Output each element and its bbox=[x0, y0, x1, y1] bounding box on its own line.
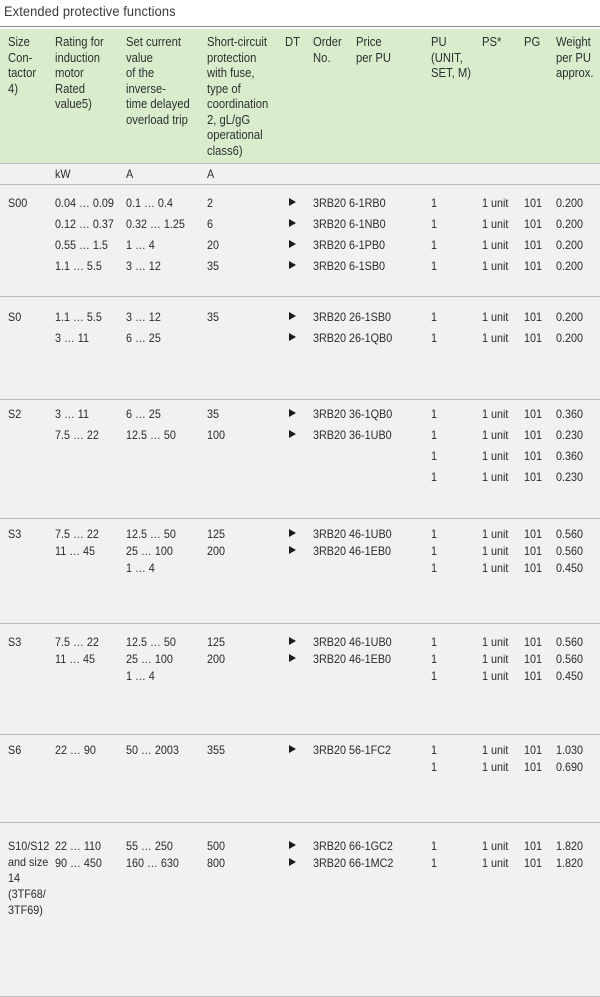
pu-cell: 1 bbox=[431, 544, 438, 558]
pg-cell: 101 bbox=[524, 669, 543, 683]
order-cell: 3RB20 26-1SB0 bbox=[313, 310, 392, 324]
weight-cell: 0.200 bbox=[556, 217, 584, 231]
weight-cell: 0.450 bbox=[556, 669, 584, 683]
unit-set-current: A bbox=[126, 167, 134, 181]
pg-cell: 101 bbox=[524, 331, 543, 345]
dt-arrow-icon bbox=[289, 529, 296, 537]
size-cell: S00 bbox=[8, 196, 28, 210]
order-cell: 3RB20 46-1EB0 bbox=[313, 544, 392, 558]
product-group bbox=[0, 400, 600, 519]
dt-arrow-icon bbox=[289, 654, 296, 662]
pg-cell: 101 bbox=[524, 760, 543, 774]
setcurrent-cell: 12.5 … 50 bbox=[126, 428, 176, 442]
col-header-short-circuit: Short-circuit protection with fuse, type of coordination 2, gL/gG operational class6) bbox=[207, 35, 269, 158]
pu-cell: 1 bbox=[431, 760, 438, 774]
col-header-weight: Weight per PU approx. bbox=[556, 35, 594, 80]
rating-cell: 0.04 … 0.09 bbox=[55, 196, 114, 210]
rating-cell: 0.12 … 0.37 bbox=[55, 217, 114, 231]
dt-arrow-icon bbox=[289, 409, 296, 417]
rating-cell: 7.5 … 22 bbox=[55, 635, 99, 649]
pu-cell: 1 bbox=[431, 238, 438, 252]
pu-cell: 1 bbox=[431, 669, 438, 683]
fuse-cell: 6 bbox=[207, 217, 214, 231]
rating-cell: 11 … 45 bbox=[55, 544, 96, 558]
ps-cell: 1 unit bbox=[482, 428, 509, 442]
setcurrent-cell: 0.1 … 0.4 bbox=[126, 196, 173, 210]
weight-cell: 0.200 bbox=[556, 196, 584, 210]
order-cell: 3RB20 6-1SB0 bbox=[313, 259, 386, 273]
ps-cell: 1 unit bbox=[482, 760, 509, 774]
pu-cell: 1 bbox=[431, 561, 438, 575]
order-cell: 3RB20 36-1UB0 bbox=[313, 428, 392, 442]
fuse-cell: 500 bbox=[207, 839, 226, 853]
pu-cell: 1 bbox=[431, 407, 438, 421]
weight-cell: 0.690 bbox=[556, 760, 584, 774]
dt-arrow-icon bbox=[289, 240, 296, 248]
setcurrent-cell: 1 … 4 bbox=[126, 561, 155, 575]
pu-cell: 1 bbox=[431, 259, 438, 273]
fuse-cell: 35 bbox=[207, 407, 220, 421]
weight-cell: 0.360 bbox=[556, 449, 584, 463]
rating-cell: 7.5 … 22 bbox=[55, 527, 99, 541]
weight-cell: 0.560 bbox=[556, 544, 584, 558]
rating-cell: 22 … 110 bbox=[55, 839, 102, 853]
unit-short-circuit: A bbox=[207, 167, 215, 181]
rating-cell: 3 … 11 bbox=[55, 331, 90, 345]
fuse-cell: 200 bbox=[207, 652, 226, 666]
order-cell: 3RB20 46-1EB0 bbox=[313, 652, 392, 666]
setcurrent-cell: 3 … 12 bbox=[126, 259, 161, 273]
pu-cell: 1 bbox=[431, 331, 438, 345]
pg-cell: 101 bbox=[524, 470, 543, 484]
pg-cell: 101 bbox=[524, 527, 543, 541]
weight-cell: 0.560 bbox=[556, 652, 584, 666]
setcurrent-cell: 1 … 4 bbox=[126, 238, 155, 252]
setcurrent-cell: 6 … 25 bbox=[126, 407, 161, 421]
weight-cell: 0.450 bbox=[556, 561, 584, 575]
weight-cell: 0.560 bbox=[556, 635, 584, 649]
pg-cell: 101 bbox=[524, 217, 543, 231]
pu-cell: 1 bbox=[431, 449, 438, 463]
fuse-cell: 100 bbox=[207, 428, 226, 442]
fuse-cell: 125 bbox=[207, 527, 226, 541]
fuse-cell: 355 bbox=[207, 743, 226, 757]
rating-cell: 11 … 45 bbox=[55, 652, 96, 666]
ps-cell: 1 unit bbox=[482, 856, 509, 870]
weight-cell: 0.200 bbox=[556, 238, 584, 252]
setcurrent-cell: 160 … 630 bbox=[126, 856, 179, 870]
weight-cell: 1.030 bbox=[556, 743, 584, 757]
pu-cell: 1 bbox=[431, 310, 438, 324]
dt-arrow-icon bbox=[289, 841, 296, 849]
ps-cell: 1 unit bbox=[482, 259, 509, 273]
weight-cell: 0.230 bbox=[556, 428, 584, 442]
pg-cell: 101 bbox=[524, 238, 543, 252]
title-divider bbox=[0, 26, 600, 27]
ps-cell: 1 unit bbox=[482, 527, 509, 541]
ps-cell: 1 unit bbox=[482, 470, 509, 484]
weight-cell: 0.360 bbox=[556, 407, 584, 421]
pu-cell: 1 bbox=[431, 652, 438, 666]
col-header-size: Size Con- tactor 4) bbox=[8, 35, 37, 96]
pu-cell: 1 bbox=[431, 856, 438, 870]
weight-cell: 0.230 bbox=[556, 470, 584, 484]
weight-cell: 1.820 bbox=[556, 839, 584, 853]
setcurrent-cell: 25 … 100 bbox=[126, 544, 173, 558]
ps-cell: 1 unit bbox=[482, 217, 509, 231]
pu-cell: 1 bbox=[431, 470, 438, 484]
pg-cell: 101 bbox=[524, 259, 543, 273]
order-cell: 3RB20 46-1UB0 bbox=[313, 635, 392, 649]
weight-cell: 0.560 bbox=[556, 527, 584, 541]
dt-arrow-icon bbox=[289, 333, 296, 341]
ps-cell: 1 unit bbox=[482, 310, 509, 324]
units-row bbox=[0, 164, 600, 184]
dt-arrow-icon bbox=[289, 430, 296, 438]
dt-arrow-icon bbox=[289, 858, 296, 866]
ps-cell: 1 unit bbox=[482, 196, 509, 210]
pg-cell: 101 bbox=[524, 743, 543, 757]
ps-cell: 1 unit bbox=[482, 544, 509, 558]
order-cell: 3RB20 6-1NB0 bbox=[313, 217, 386, 231]
ps-cell: 1 unit bbox=[482, 669, 509, 683]
ps-cell: 1 unit bbox=[482, 238, 509, 252]
fuse-cell: 35 bbox=[207, 310, 220, 324]
unit-rating: kW bbox=[55, 167, 71, 181]
setcurrent-cell: 25 … 100 bbox=[126, 652, 173, 666]
setcurrent-cell: 6 … 25 bbox=[126, 331, 161, 345]
pg-cell: 101 bbox=[524, 407, 543, 421]
rating-cell: 22 … 90 bbox=[55, 743, 96, 757]
weight-cell: 0.200 bbox=[556, 331, 584, 345]
setcurrent-cell: 12.5 … 50 bbox=[126, 527, 176, 541]
size-cell: S3 bbox=[8, 527, 22, 541]
rating-cell: 90 … 450 bbox=[55, 856, 102, 870]
order-cell: 3RB20 26-1QB0 bbox=[313, 331, 393, 345]
dt-arrow-icon bbox=[289, 745, 296, 753]
dt-arrow-icon bbox=[289, 546, 296, 554]
rating-cell: 1.1 … 5.5 bbox=[55, 310, 102, 324]
setcurrent-cell: 50 … 2003 bbox=[126, 743, 179, 757]
setcurrent-cell: 55 … 250 bbox=[126, 839, 173, 853]
fuse-cell: 20 bbox=[207, 238, 220, 252]
fuse-cell: 35 bbox=[207, 259, 220, 273]
dt-arrow-icon bbox=[289, 261, 296, 269]
dt-arrow-icon bbox=[289, 637, 296, 645]
setcurrent-cell: 12.5 … 50 bbox=[126, 635, 176, 649]
order-cell: 3RB20 6-1PB0 bbox=[313, 238, 386, 252]
weight-cell: 0.200 bbox=[556, 259, 584, 273]
pg-cell: 101 bbox=[524, 856, 543, 870]
dt-arrow-icon bbox=[289, 198, 296, 206]
ps-cell: 1 unit bbox=[482, 839, 509, 853]
pg-cell: 101 bbox=[524, 428, 543, 442]
fuse-cell: 2 bbox=[207, 196, 214, 210]
pu-cell: 1 bbox=[431, 428, 438, 442]
pg-cell: 101 bbox=[524, 196, 543, 210]
size-cell: S0 bbox=[8, 310, 22, 324]
ps-cell: 1 unit bbox=[482, 743, 509, 757]
order-cell: 3RB20 46-1UB0 bbox=[313, 527, 392, 541]
pu-cell: 1 bbox=[431, 839, 438, 853]
size-cell: S10/S12 and size 14 (3TF68/ 3TF69) bbox=[8, 839, 50, 917]
rating-cell: 3 … 11 bbox=[55, 407, 90, 421]
pu-cell: 1 bbox=[431, 743, 438, 757]
rating-cell: 0.55 … 1.5 bbox=[55, 238, 108, 252]
ps-cell: 1 unit bbox=[482, 331, 509, 345]
ps-cell: 1 unit bbox=[482, 561, 509, 575]
col-header-rating: Rating for induction motor Rated value5) bbox=[55, 35, 104, 111]
size-cell: S3 bbox=[8, 635, 22, 649]
pg-cell: 101 bbox=[524, 561, 543, 575]
weight-cell: 0.200 bbox=[556, 310, 584, 324]
col-header-ps: PS* bbox=[482, 35, 502, 49]
col-header-pu: PU (UNIT, SET, M) bbox=[431, 35, 472, 80]
size-cell: S2 bbox=[8, 407, 22, 421]
col-header-set-current: Set current value of the inverse- time delayed overload trip bbox=[126, 35, 190, 127]
dt-arrow-icon bbox=[289, 219, 296, 227]
pu-cell: 1 bbox=[431, 196, 438, 210]
size-cell: S6 bbox=[8, 743, 22, 757]
ps-cell: 1 unit bbox=[482, 407, 509, 421]
pg-cell: 101 bbox=[524, 635, 543, 649]
fuse-cell: 200 bbox=[207, 544, 226, 558]
col-header-pg: PG bbox=[524, 35, 541, 49]
setcurrent-cell: 3 … 12 bbox=[126, 310, 161, 324]
ps-cell: 1 unit bbox=[482, 449, 509, 463]
pu-cell: 1 bbox=[431, 635, 438, 649]
ps-cell: 1 unit bbox=[482, 635, 509, 649]
col-header-order-no: Order No. bbox=[313, 35, 342, 65]
order-cell: 3RB20 36-1QB0 bbox=[313, 407, 393, 421]
pu-cell: 1 bbox=[431, 527, 438, 541]
rating-cell: 7.5 … 22 bbox=[55, 428, 99, 442]
order-cell: 3RB20 66-1MC2 bbox=[313, 856, 394, 870]
setcurrent-cell: 0.32 … 1.25 bbox=[126, 217, 185, 231]
pu-cell: 1 bbox=[431, 217, 438, 231]
section-title: Extended protective functions bbox=[4, 3, 176, 19]
order-cell: 3RB20 66-1GC2 bbox=[313, 839, 393, 853]
pg-cell: 101 bbox=[524, 310, 543, 324]
fuse-cell: 125 bbox=[207, 635, 226, 649]
pg-cell: 101 bbox=[524, 449, 543, 463]
pg-cell: 101 bbox=[524, 544, 543, 558]
weight-cell: 1.820 bbox=[556, 856, 584, 870]
ps-cell: 1 unit bbox=[482, 652, 509, 666]
setcurrent-cell: 1 … 4 bbox=[126, 669, 155, 683]
rating-cell: 1.1 … 5.5 bbox=[55, 259, 102, 273]
col-header-dt: DT bbox=[285, 35, 301, 49]
order-cell: 3RB20 56-1FC2 bbox=[313, 743, 392, 757]
dt-arrow-icon bbox=[289, 312, 296, 320]
pg-cell: 101 bbox=[524, 652, 543, 666]
fuse-cell: 800 bbox=[207, 856, 226, 870]
order-cell: 3RB20 6-1RB0 bbox=[313, 196, 386, 210]
pg-cell: 101 bbox=[524, 839, 543, 853]
col-header-price: Price per PU bbox=[356, 35, 392, 65]
